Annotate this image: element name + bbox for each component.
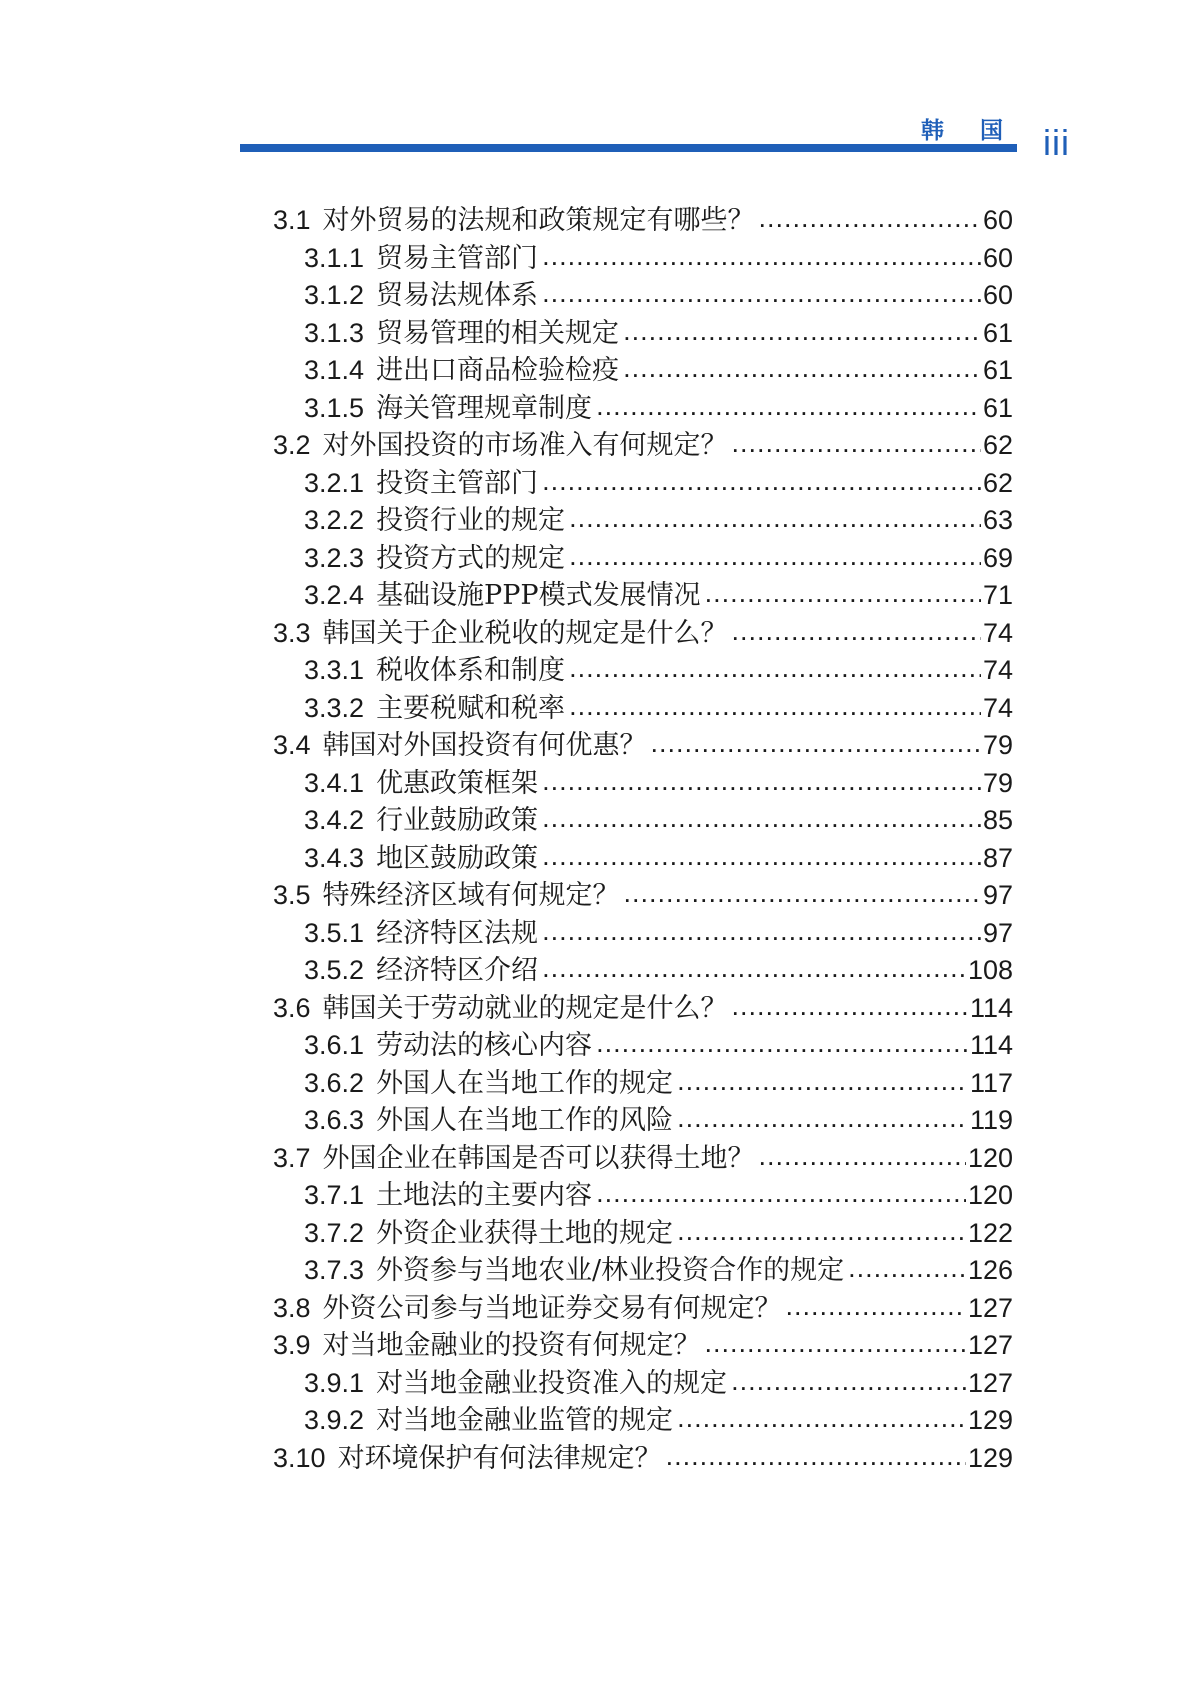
toc-entry-number: 3.4 bbox=[273, 730, 311, 760]
toc-leader-dots bbox=[596, 1175, 966, 1213]
toc-entry-title: 优惠政策框架 bbox=[376, 767, 539, 799]
toc-entry-title: 进出口商品检验检疫 bbox=[376, 355, 620, 386]
toc-entry-title: 投资行业的规定 bbox=[376, 505, 566, 536]
toc-leader-dots bbox=[759, 200, 981, 238]
toc-entry-title: 劳动法的核心内容 bbox=[376, 1030, 593, 1061]
toc-entry-page: 60 bbox=[982, 242, 1013, 273]
toc-entry-page: 74 bbox=[982, 655, 1013, 685]
toc-entry-page: 117 bbox=[969, 1067, 1013, 1098]
toc-entry-title: 行业鼓励政策 bbox=[376, 805, 539, 836]
toc-leader-dots bbox=[542, 238, 981, 276]
toc-entry-number: 3.1.2 bbox=[304, 280, 365, 310]
toc-entry-title: 外国人在当地工作的规定 bbox=[376, 1067, 674, 1099]
toc-entry[interactable] bbox=[273, 427, 1013, 465]
toc-entry[interactable] bbox=[273, 1440, 1013, 1478]
toc-entry-number: 3.8 bbox=[273, 1292, 311, 1323]
toc-entry-number: 3.4.3 bbox=[304, 842, 365, 873]
toc-entry-number: 3.10 bbox=[273, 1442, 326, 1473]
toc-entry-page: 108 bbox=[967, 955, 1013, 985]
toc-entry-number: 3.5.2 bbox=[304, 955, 365, 985]
toc-entry-page: 127 bbox=[967, 1367, 1013, 1398]
toc-entry[interactable] bbox=[273, 1252, 1013, 1290]
toc-leader-dots bbox=[732, 425, 981, 463]
header-rule bbox=[240, 144, 1017, 152]
toc-leader-dots bbox=[732, 988, 968, 1026]
table-of-contents bbox=[273, 202, 1013, 1477]
toc-leader-dots bbox=[666, 1438, 966, 1476]
toc-leader-dots bbox=[677, 1100, 968, 1138]
toc-leader-dots bbox=[542, 763, 981, 801]
toc-entry-page: 129 bbox=[967, 1405, 1013, 1435]
toc-leader-dots bbox=[705, 575, 981, 613]
toc-leader-dots bbox=[542, 950, 966, 988]
toc-entry[interactable] bbox=[273, 765, 1013, 803]
toc-entry-number: 3.2 bbox=[273, 430, 311, 460]
toc-entry-number: 3.1.3 bbox=[304, 317, 365, 348]
toc-entry-title: 对当地金融业的投资有何规定？ bbox=[322, 1330, 701, 1361]
toc-entry-page: 74 bbox=[982, 617, 1013, 648]
toc-entry-number: 3.2.1 bbox=[304, 467, 365, 498]
toc-entry-page: 120 bbox=[967, 1142, 1013, 1173]
toc-entry-number: 3.7.2 bbox=[304, 1217, 365, 1248]
toc-entry[interactable] bbox=[273, 990, 1013, 1028]
toc-leader-dots bbox=[569, 688, 981, 726]
toc-entry-number: 3.7.3 bbox=[304, 1255, 365, 1285]
toc-entry-page: 120 bbox=[967, 1180, 1013, 1210]
toc-entry-page: 69 bbox=[982, 542, 1013, 573]
toc-entry-title: 对环境保护有何法律规定？ bbox=[337, 1442, 662, 1474]
toc-entry-number: 3.7.1 bbox=[304, 1180, 365, 1210]
toc-entry[interactable] bbox=[273, 615, 1013, 653]
toc-entry[interactable] bbox=[273, 1065, 1013, 1103]
toc-leader-dots bbox=[542, 800, 981, 838]
toc-entry-page: 71 bbox=[982, 580, 1013, 610]
toc-entry-title: 韩国对外国投资有何优惠？ bbox=[322, 730, 647, 761]
toc-entry-title: 基础设施PPP模式发展情况 bbox=[376, 580, 701, 611]
toc-entry[interactable] bbox=[273, 352, 1013, 390]
toc-entry-number: 3.5.1 bbox=[304, 917, 365, 948]
toc-leader-dots bbox=[848, 1250, 966, 1288]
toc-entry[interactable] bbox=[273, 577, 1013, 615]
toc-leader-dots bbox=[624, 875, 981, 913]
toc-entry[interactable] bbox=[273, 540, 1013, 578]
toc-entry[interactable] bbox=[273, 840, 1013, 878]
toc-entry[interactable] bbox=[273, 465, 1013, 503]
toc-entry-number: 3.1 bbox=[273, 205, 311, 235]
toc-entry-number: 3.3.2 bbox=[304, 692, 365, 723]
toc-leader-dots bbox=[542, 838, 981, 876]
toc-leader-dots bbox=[651, 725, 981, 763]
toc-entry-page: 60 bbox=[982, 205, 1013, 235]
toc-leader-dots bbox=[786, 1288, 966, 1326]
toc-leader-dots bbox=[677, 1063, 968, 1101]
toc-leader-dots bbox=[569, 538, 981, 576]
toc-entry[interactable] bbox=[273, 1327, 1013, 1365]
page-header bbox=[240, 100, 1017, 160]
toc-entry-page: 79 bbox=[982, 767, 1013, 798]
toc-entry-title: 外资参与当地农业/林业投资合作的规定 bbox=[376, 1255, 845, 1286]
toc-entry-page: 127 bbox=[967, 1330, 1013, 1360]
toc-entry-title: 对外贸易的法规和政策规定有哪些？ bbox=[322, 205, 755, 236]
toc-entry[interactable] bbox=[273, 277, 1013, 315]
toc-entry[interactable] bbox=[273, 1027, 1013, 1065]
toc-entry[interactable] bbox=[273, 1365, 1013, 1403]
toc-entry-title: 韩国关于企业税收的规定是什么？ bbox=[322, 617, 728, 649]
toc-entry-title: 主要税赋和税率 bbox=[376, 692, 566, 724]
toc-entry[interactable] bbox=[273, 1177, 1013, 1215]
toc-entry-title: 外国人在当地工作的风险 bbox=[376, 1105, 674, 1136]
toc-leader-dots bbox=[542, 913, 981, 951]
toc-leader-dots bbox=[732, 613, 981, 651]
toc-entry[interactable] bbox=[273, 727, 1013, 765]
toc-entry-page: 62 bbox=[982, 467, 1013, 498]
toc-entry-page: 60 bbox=[982, 280, 1013, 310]
toc-entry-number: 3.9 bbox=[273, 1330, 311, 1360]
toc-leader-dots bbox=[569, 650, 981, 688]
toc-entry[interactable] bbox=[273, 915, 1013, 953]
toc-entry-number: 3.6.3 bbox=[304, 1105, 365, 1135]
toc-leader-dots bbox=[731, 1363, 966, 1401]
toc-leader-dots bbox=[596, 388, 981, 426]
toc-entry-number: 3.7 bbox=[273, 1142, 311, 1173]
toc-entry-number: 3.3 bbox=[273, 617, 311, 648]
toc-entry[interactable] bbox=[273, 315, 1013, 353]
toc-entry-number: 3.1.1 bbox=[304, 242, 365, 273]
toc-entry[interactable] bbox=[273, 1140, 1013, 1178]
toc-entry-number: 3.9.1 bbox=[304, 1367, 365, 1398]
toc-entry-number: 3.5 bbox=[273, 880, 311, 910]
toc-entry-number: 3.2.4 bbox=[304, 580, 365, 610]
toc-entry[interactable] bbox=[273, 502, 1013, 540]
toc-entry[interactable] bbox=[273, 1290, 1013, 1328]
toc-entry-title: 对当地金融业投资准入的规定 bbox=[376, 1367, 728, 1399]
toc-entry-page: 114 bbox=[969, 992, 1013, 1023]
toc-entry-title: 对外国投资的市场准入有何规定？ bbox=[322, 430, 728, 461]
toc-entry[interactable] bbox=[273, 652, 1013, 690]
toc-entry-page: 122 bbox=[967, 1217, 1013, 1248]
toc-entry-page: 61 bbox=[982, 317, 1013, 348]
toc-entry-page: 61 bbox=[982, 392, 1013, 423]
toc-entry-page: 129 bbox=[967, 1442, 1013, 1473]
toc-entry[interactable] bbox=[273, 802, 1013, 840]
toc-entry-page: 126 bbox=[967, 1255, 1013, 1285]
toc-entry[interactable] bbox=[273, 1402, 1013, 1440]
toc-entry-page: 61 bbox=[982, 355, 1013, 385]
toc-entry[interactable] bbox=[273, 690, 1013, 728]
toc-entry-title: 贸易主管部门 bbox=[376, 242, 539, 274]
toc-leader-dots bbox=[596, 1025, 968, 1063]
toc-entry-title: 韩国关于劳动就业的规定是什么？ bbox=[322, 992, 728, 1024]
toc-leader-dots bbox=[542, 463, 981, 501]
toc-entry-number: 3.2.3 bbox=[304, 542, 365, 573]
toc-entry-page: 97 bbox=[982, 880, 1013, 910]
toc-entry-title: 投资方式的规定 bbox=[376, 542, 566, 574]
toc-entry-title: 税收体系和制度 bbox=[376, 655, 566, 686]
toc-entry-page: 119 bbox=[969, 1105, 1013, 1135]
toc-entry-title: 海关管理规章制度 bbox=[376, 392, 593, 424]
toc-entry-page: 74 bbox=[982, 692, 1013, 723]
toc-entry-number: 3.4.2 bbox=[304, 805, 365, 835]
toc-leader-dots bbox=[759, 1138, 966, 1176]
toc-entry-title: 外国企业在韩国是否可以获得土地？ bbox=[322, 1142, 755, 1174]
toc-entry-number: 3.9.2 bbox=[304, 1405, 365, 1435]
toc-leader-dots bbox=[542, 275, 981, 313]
toc-leader-dots bbox=[623, 313, 981, 351]
toc-entry[interactable] bbox=[273, 390, 1013, 428]
toc-leader-dots bbox=[569, 500, 981, 538]
toc-entry-title: 投资主管部门 bbox=[376, 467, 539, 499]
toc-entry-page: 85 bbox=[982, 805, 1013, 835]
toc-entry-number: 3.2.2 bbox=[304, 505, 365, 535]
toc-leader-dots bbox=[623, 350, 981, 388]
page-number: iii bbox=[1043, 122, 1070, 163]
toc-entry-title: 外资企业获得土地的规定 bbox=[376, 1217, 674, 1249]
toc-entry-number: 3.6 bbox=[273, 992, 311, 1023]
toc-entry[interactable] bbox=[273, 1102, 1013, 1140]
toc-entry[interactable] bbox=[273, 202, 1013, 240]
toc-entry-number: 3.1.5 bbox=[304, 392, 365, 423]
toc-entry[interactable] bbox=[273, 1215, 1013, 1253]
toc-entry-title: 对当地金融业监管的规定 bbox=[376, 1405, 674, 1436]
toc-entry-page: 62 bbox=[982, 430, 1013, 460]
toc-entry[interactable] bbox=[273, 240, 1013, 278]
toc-entry-number: 3.3.1 bbox=[304, 655, 365, 685]
toc-leader-dots bbox=[705, 1325, 966, 1363]
toc-entry-title: 经济特区介绍 bbox=[376, 955, 539, 986]
toc-entry-title: 外资公司参与当地证券交易有何规定？ bbox=[322, 1292, 782, 1324]
toc-leader-dots bbox=[677, 1213, 966, 1251]
toc-entry-title: 贸易管理的相关规定 bbox=[376, 317, 620, 349]
toc-entry-number: 3.4.1 bbox=[304, 767, 365, 798]
toc-entry-page: 79 bbox=[982, 730, 1013, 760]
toc-entry-page: 127 bbox=[967, 1292, 1013, 1323]
toc-entry-page: 63 bbox=[982, 505, 1013, 535]
toc-entry-number: 3.1.4 bbox=[304, 355, 365, 385]
toc-entry-title: 土地法的主要内容 bbox=[376, 1180, 593, 1211]
toc-entry-title: 贸易法规体系 bbox=[376, 280, 539, 311]
toc-entry[interactable] bbox=[273, 952, 1013, 990]
toc-entry-title: 特殊经济区域有何规定？ bbox=[322, 880, 620, 911]
toc-entry-number: 3.6.2 bbox=[304, 1067, 365, 1098]
toc-entry-number: 3.6.1 bbox=[304, 1030, 365, 1060]
toc-entry-title: 地区鼓励政策 bbox=[376, 842, 539, 874]
toc-entry-title: 经济特区法规 bbox=[376, 917, 539, 949]
toc-entry-page: 87 bbox=[982, 842, 1013, 873]
toc-entry-page: 97 bbox=[982, 917, 1013, 948]
header-country-title: 韩 国 bbox=[920, 118, 1017, 144]
toc-entry-page: 114 bbox=[969, 1030, 1013, 1060]
toc-entry[interactable] bbox=[273, 877, 1013, 915]
toc-leader-dots bbox=[677, 1400, 966, 1438]
